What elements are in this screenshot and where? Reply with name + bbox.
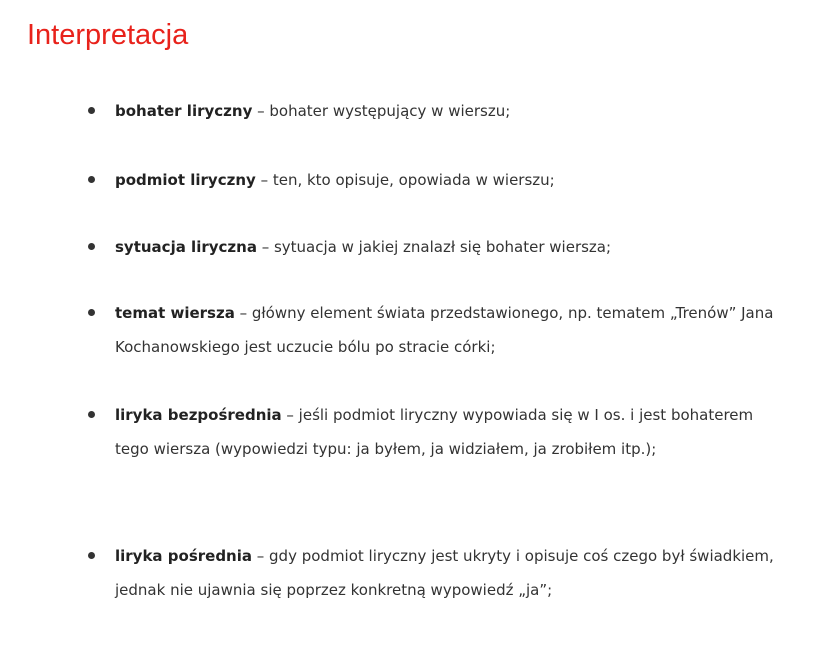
term-label: podmiot liryczny — [115, 171, 256, 189]
definition-text: – jeśli podmiot liryczny wypowiada się w I os. i jest bohaterem tego wiersza (wypowiedzi typu: ja byłem, ja widziałem, ja zrobiłem itp.); — [115, 406, 754, 458]
definition-text: – bohater występujący w wierszu; — [252, 102, 511, 120]
definition-text: – sytuacja w jakiej znalazł się bohater wiersza; — [256, 238, 612, 256]
bullet-icon — [88, 176, 95, 183]
term-label: temat wiersza — [115, 304, 235, 322]
list-item-text — [115, 539, 785, 607]
term-label: bohater liryczny — [115, 102, 253, 120]
bullet-icon — [88, 309, 95, 316]
list-item-text — [115, 230, 785, 264]
definition-text: – główny element świata przedstawionego, np. tematem „Trenów” Jana Kochanowskiego jest uczucie bólu po stracie córki; — [115, 304, 774, 356]
definition-text: – gdy podmiot liryczny jest ukryty i opisuje coś czego był świadkiem, jednak nie ujawnia się poprzez konkretną wypowiedź „ja”; — [115, 547, 774, 599]
bullet-icon — [88, 552, 95, 559]
term-label: liryka bezpośrednia — [115, 406, 282, 424]
term-label: liryka pośrednia — [115, 547, 252, 565]
bullet-icon — [88, 411, 95, 418]
term-label: sytuacja liryczna — [115, 238, 257, 256]
definition-text: – ten, kto opisuje, opowiada w wierszu; — [255, 171, 555, 189]
list-item-text — [115, 94, 785, 128]
list-item-text — [115, 296, 785, 364]
list-item-text — [115, 398, 785, 466]
bullet-icon — [88, 243, 95, 250]
page-title: Interpretacja — [27, 19, 189, 51]
list-item-text — [115, 163, 785, 197]
bullet-icon — [88, 107, 95, 114]
